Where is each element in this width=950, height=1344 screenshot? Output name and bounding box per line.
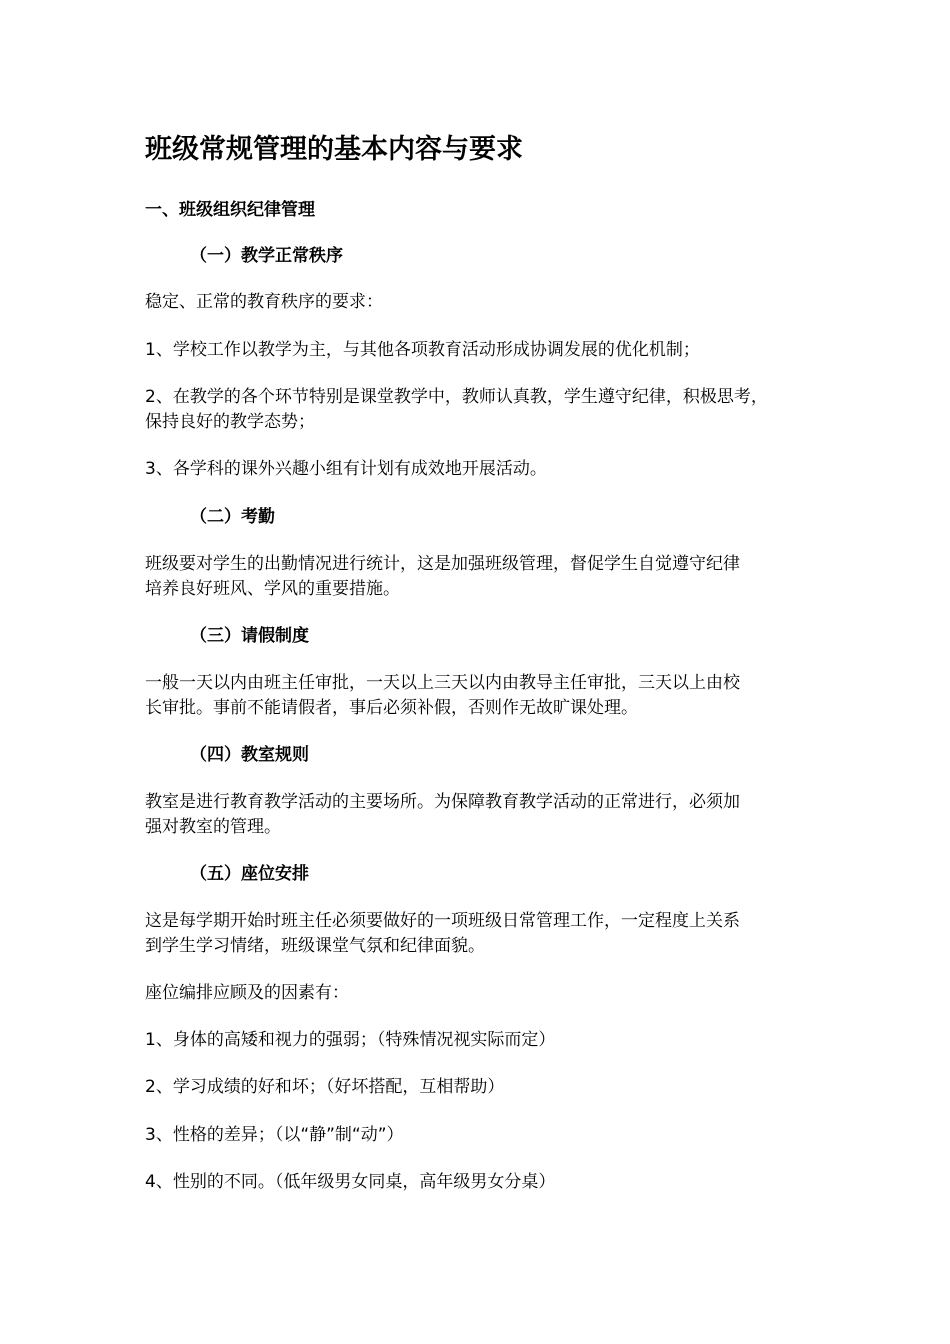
paragraph-seating <box>145 909 810 959</box>
subsection-heading-5: （五）座位安排 <box>190 864 309 884</box>
paragraph-line: 这是每学期开始时班主任必须要做好的一项班级日常管理工作，一定程度上关系 <box>145 911 740 931</box>
paragraph-classroom <box>145 790 810 840</box>
list-item <box>145 338 810 363</box>
paragraph-line: 长审批。事前不能请假者，事后必须补假，否则作无故旷课处理。 <box>145 698 638 718</box>
list-item <box>145 457 810 482</box>
list-item <box>145 1028 810 1053</box>
paragraph-line: 3、各学科的课外兴趣小组有计划有成效地开展活动。 <box>145 459 547 479</box>
subsection-heading-3: （三）请假制度 <box>190 626 309 646</box>
list-item <box>145 1075 810 1100</box>
paragraph-line: 教室是进行教育教学活动的主要场所。为保障教育教学活动的正常进行，必须加 <box>145 792 740 812</box>
list-item <box>145 1123 810 1148</box>
paragraph-line: 培养良好班风、学风的重要措施。 <box>145 579 400 599</box>
document-title: 班级常规管理的基本内容与要求 <box>145 134 523 165</box>
paragraph-line: 1、学校工作以教学为主，与其他各项教育活动形成协调发展的优化机制； <box>145 340 700 360</box>
paragraph-line: 2、在教学的各个环节特别是课堂教学中，教师认真教，学生遵守纪律，积极思考， <box>145 387 768 407</box>
paragraph-line: 1、身体的高矮和视力的强弱；（特殊情况视实际而定） <box>145 1030 556 1050</box>
list-item <box>145 385 810 435</box>
subsection-heading-2: （二）考勤 <box>190 507 275 527</box>
paragraph-line: 班级要对学生的出勤情况进行统计，这是加强班级管理，督促学生自觉遵守纪律 <box>145 554 740 574</box>
paragraph-line: 座位编排应顾及的因素有： <box>145 983 349 1003</box>
paragraph-leave <box>145 671 810 721</box>
section-heading: 一、班级组织纪律管理 <box>145 200 315 220</box>
paragraph-order-intro <box>145 290 810 315</box>
paragraph-line: 一般一天以内由班主任审批，一天以上三天以内由教导主任审批，三天以上由校 <box>145 673 740 693</box>
paragraph-factors-intro <box>145 981 810 1006</box>
paragraph-line: 到学生学习情绪，班级课堂气氛和纪律面貌。 <box>145 936 485 956</box>
subsection-heading-4: （四）教室规则 <box>190 745 309 765</box>
paragraph-line: 4、性别的不同。（低年级男女同桌，高年级男女分桌） <box>145 1172 556 1192</box>
paragraph-line: 稳定、正常的教育秩序的要求： <box>145 292 383 312</box>
paragraph-line: 保持良好的教学态势； <box>145 412 315 432</box>
list-item <box>145 1170 810 1195</box>
paragraph-line: 2、学习成绩的好和坏；（好坏搭配，互相帮助） <box>145 1077 505 1097</box>
subsection-heading-1: （一）教学正常秩序 <box>190 246 343 266</box>
paragraph-attendance <box>145 552 810 602</box>
paragraph-line: 3、性格的差异；（以“静”制“动”） <box>145 1125 404 1145</box>
paragraph-line: 强对教室的管理。 <box>145 817 281 837</box>
